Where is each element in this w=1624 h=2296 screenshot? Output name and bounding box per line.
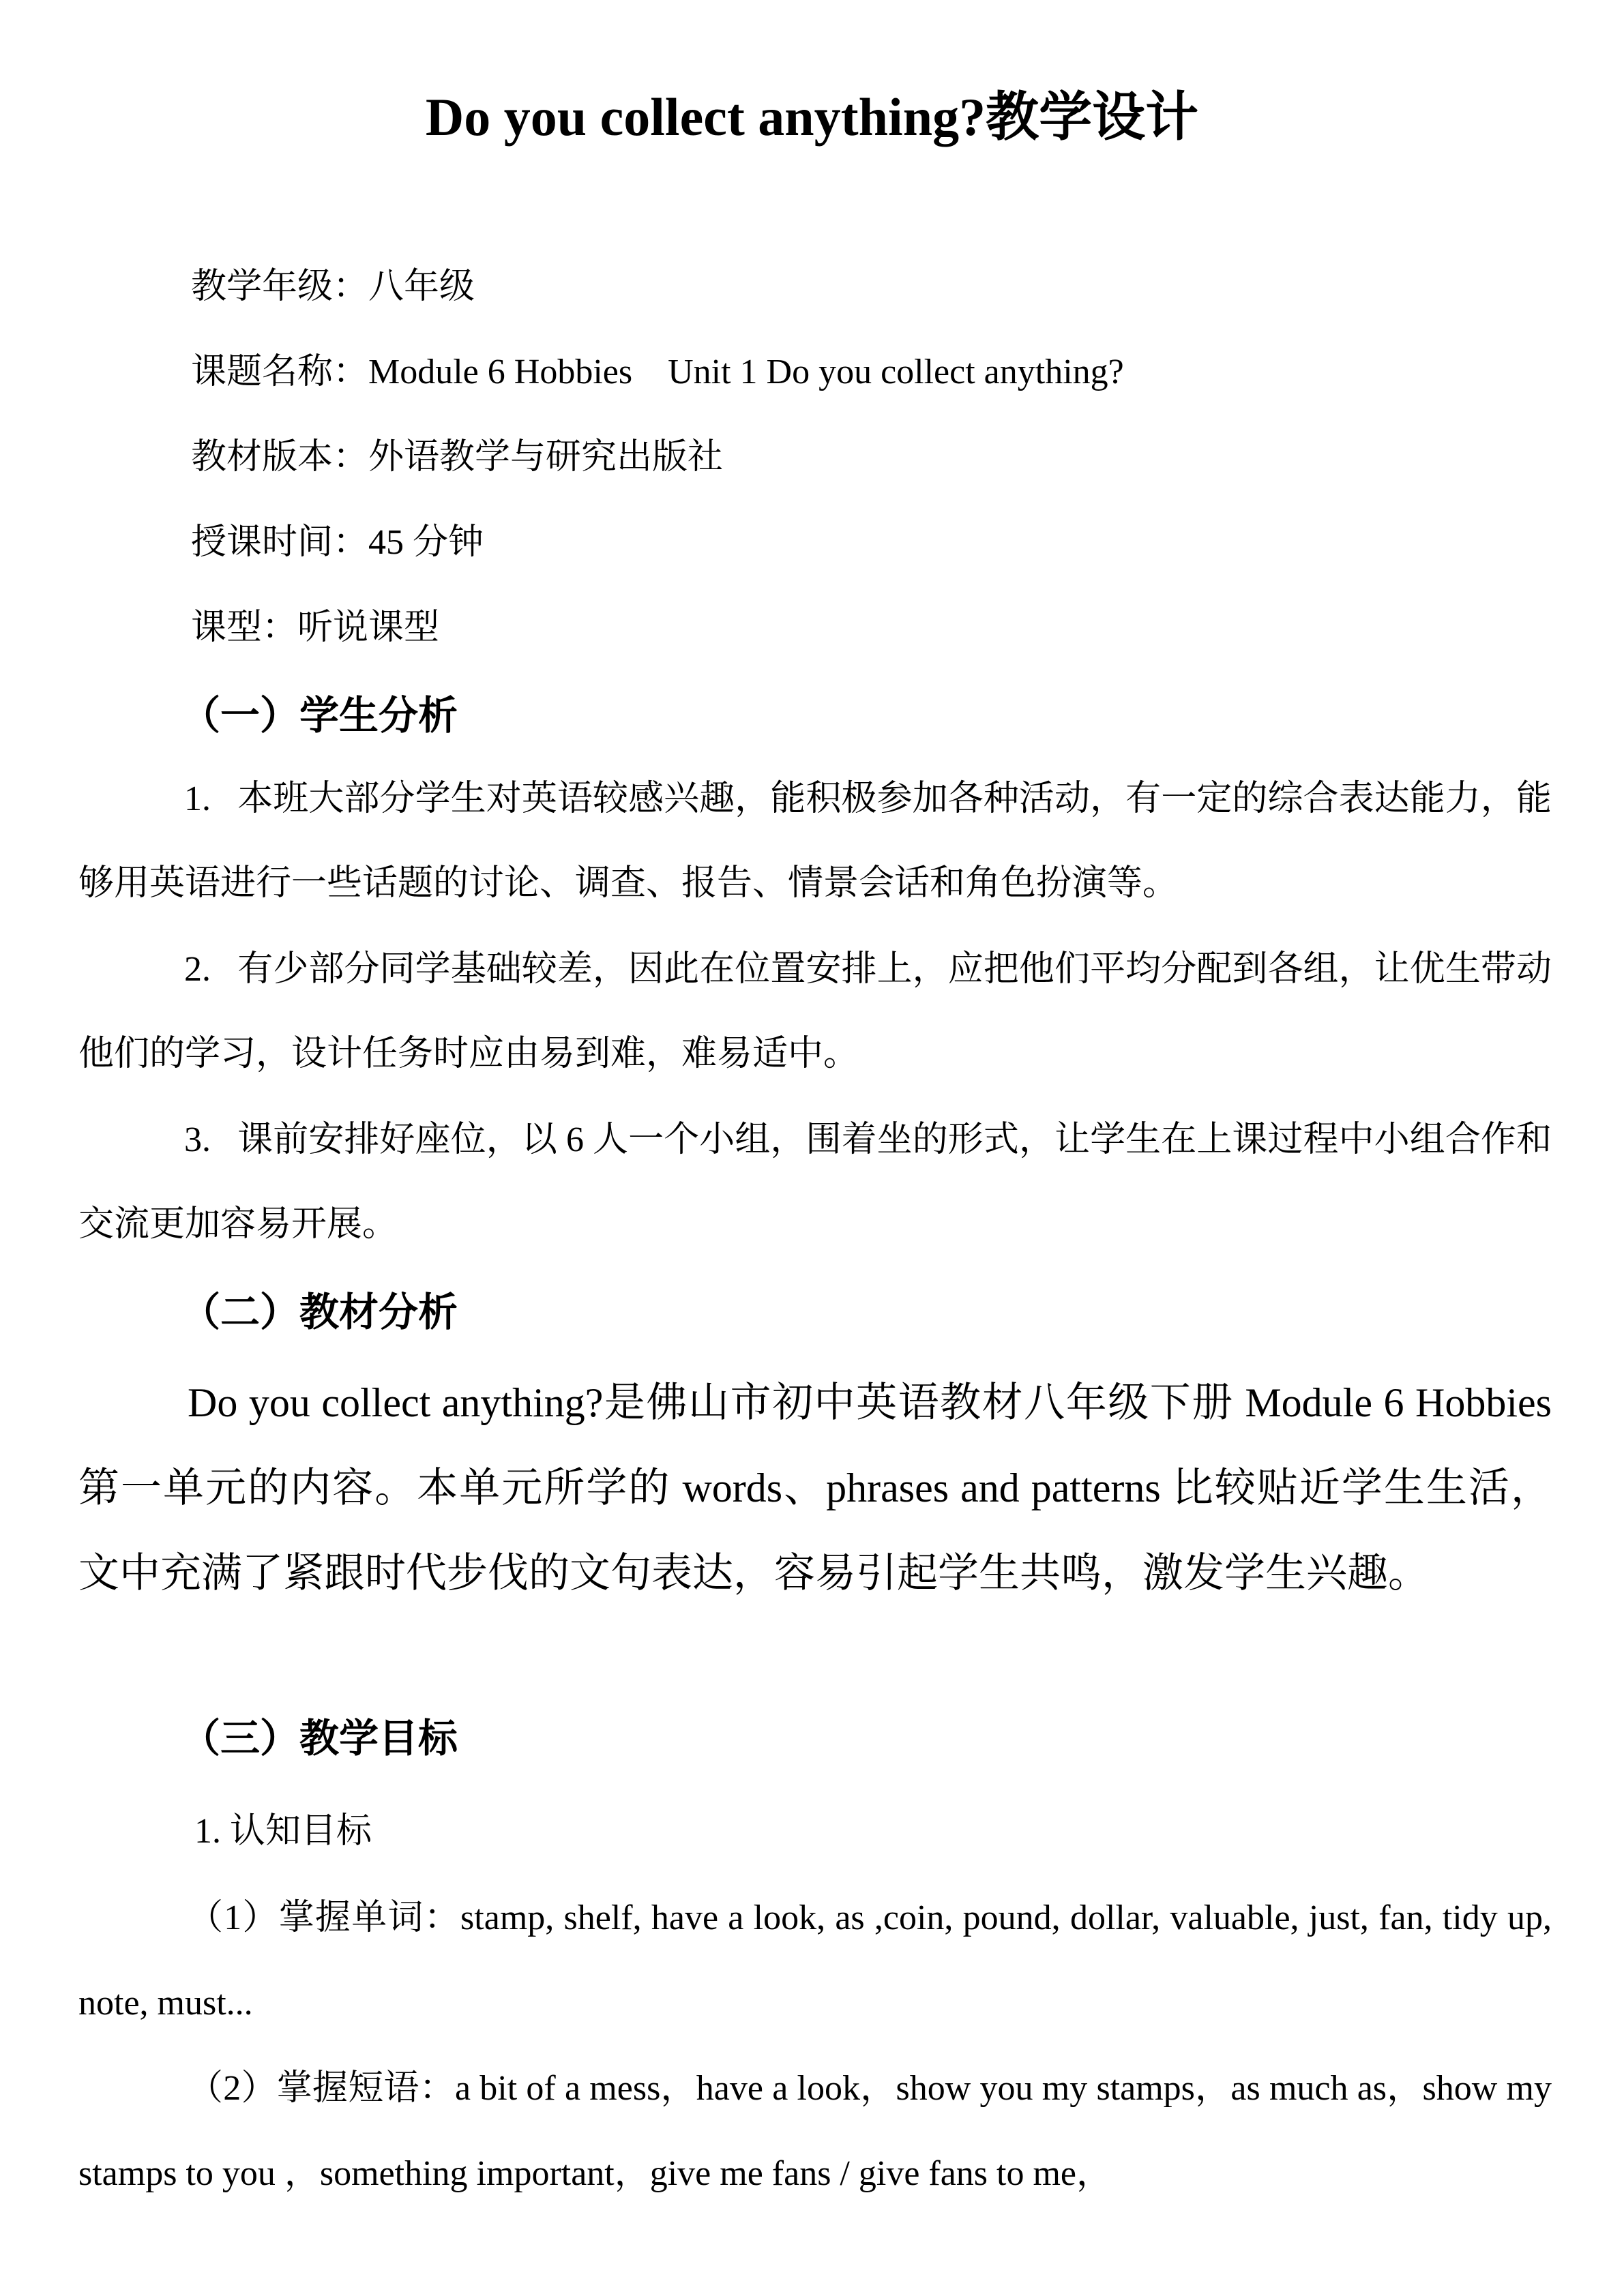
- meta-lesson-type: 课型：听说课型: [191, 608, 440, 647]
- meta-topic: 课题名称：Module 6 Hobbies Unit 1 Do you collect anything?: [191, 353, 1124, 391]
- objectives-phrases: （2）掌握短语：a bit of a mess，have a look，show you my stamps，as much as，show my stamps to you ，something important，give me fans / give fans to me，: [78, 2069, 1552, 2193]
- student-analysis-item-2: 2. 有少部分同学基础较差，因此在位置安排上，应把他们平均分配到各组，让优生带动他们的学习，设计任务时应由易到难，难易适中。: [78, 950, 1552, 1073]
- materials-analysis-text: Do you collect anything?是佛山市初中英语教材八年级下册 Module 6 Hobbies 第一单元的内容。本单元所学的 words、phrases and patterns 比较贴近学生生活，文中充满了紧跟时代步伐的文句表达，容易引起学生共鸣，激发学生兴趣。: [78, 1380, 1552, 1596]
- meta-duration: 授课时间：45 分钟: [191, 523, 484, 562]
- meta-edition: 教材版本：外语教学与研究出版社: [191, 438, 724, 477]
- document-title: Do you collect anything?教学设计: [425, 87, 1199, 147]
- section-heading-students: （一）学生分析: [181, 692, 458, 739]
- objectives-words: （1）掌握单词：stamp, shelf, have a look, as ,coin, pound, dollar, valuable, just, fan, tidy up, note, must...: [78, 1898, 1552, 2023]
- objectives-cognitive-heading: 1. 认知目标: [194, 1812, 372, 1851]
- section-heading-materials: （二）教材分析: [181, 1289, 458, 1335]
- student-analysis-item-3: 3. 课前安排好座位，以 6 人一个小组，围着坐的形式，让学生在上课过程中小组合作和交流更加容易开展。: [78, 1120, 1552, 1244]
- section-heading-objectives: （三）教学目标: [181, 1715, 458, 1761]
- student-analysis-item-1: 1. 本班大部分学生对英语较感兴趣，能积极参加各种活动，有一定的综合表达能力，能够用英语进行一些话题的讨论、调查、报告、情景会话和角色扮演等。: [78, 779, 1552, 903]
- meta-grade: 教学年级：八年级: [191, 267, 475, 306]
